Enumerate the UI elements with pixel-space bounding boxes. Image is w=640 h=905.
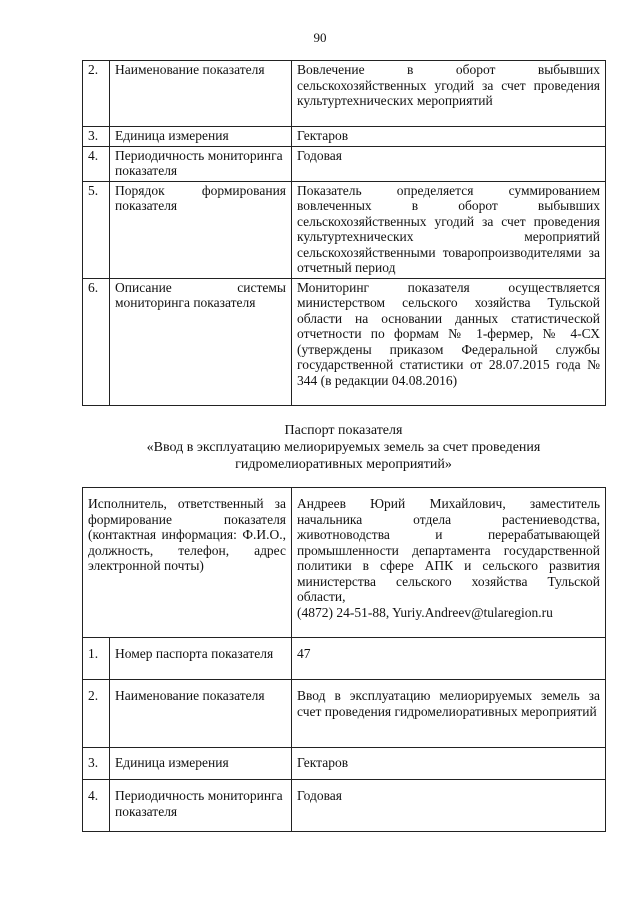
row-value: Показатель определяется суммированием вовлеченных в оборот выбывших сельскохозяйственных угодий за счет проведения культуртехнических мероприятий сельскохозяйственными товаропроизводителями за отчетный период (292, 181, 606, 278)
row-label: Единица измерения (110, 748, 292, 780)
row-value: Годовая (292, 146, 606, 181)
row-value: Мониторинг показателя осуществляется министерством сельского хозяйства Тульской области на основании данных статистической отчетности по формам № 1-фермер, № 4-СХ (утверждены приказом Федеральной службы государственной статистики от 28.07.2015 года № 344 (в редакции 04.08.2016) (292, 278, 606, 405)
row-label: Периодичность мониторинга показателя (110, 146, 292, 181)
executor-row (83, 488, 606, 638)
executor-name-position: Андреев Юрий Михайлович, заместитель начальника отдела растениеводства, животноводства и перерабатывающей промышленности департамента государственной политики в сфере АПК и сельского развития министерства сельского хозяйства Тульской области, (297, 496, 601, 604)
table-row (83, 638, 606, 680)
row-number: 2. (83, 680, 110, 748)
page-number: 90 (313, 30, 327, 45)
passport-title: Паспорт показателя (284, 423, 403, 438)
row-value: 47 (292, 638, 606, 680)
row-number: 4. (83, 146, 110, 181)
row-label: Единица измерения (110, 127, 292, 147)
passport-heading (82, 422, 605, 473)
table-row (83, 278, 606, 405)
row-label: Описание системы мониторинга показателя (110, 278, 292, 405)
row-label: Периодичность мониторинга показателя (110, 780, 292, 832)
row-value: Ввод в эксплуатацию мелиорируемых земель за счет проведения гидромелиоративных мероприятий (292, 680, 606, 748)
table-row (83, 780, 606, 832)
executor-value (292, 488, 606, 638)
table-row (83, 127, 606, 147)
table-row (83, 61, 606, 127)
row-label: Порядок формирования показателя (110, 181, 292, 278)
row-number: 6. (83, 278, 110, 405)
executor-label: Исполнитель, ответственный за формирование показателя (контактная информация: Ф.И.О., должность, телефон, адрес электронной почты) (83, 488, 292, 638)
row-label: Наименование показателя (110, 61, 292, 127)
row-label: Номер паспорта показателя (110, 638, 292, 680)
row-number: 5. (83, 181, 110, 278)
passport-subtitle: «Ввод в эксплуатацию мелиорируемых земель за счет проведения гидромелиоративных мероприятий» (146, 440, 541, 472)
row-number: 3. (83, 748, 110, 780)
row-value: Вовлечение в оборот выбывших сельскохозяйственных угодий за счет проведения культуртехнических мероприятий (292, 61, 606, 127)
row-number: 4. (83, 780, 110, 832)
executor-contact: (4872) 24-51-88, Yuriy.Andreev@tularegion.ru (297, 604, 553, 620)
indicator-table-continued (82, 60, 606, 406)
row-value: Гектаров (292, 127, 606, 147)
table-row (83, 748, 606, 780)
row-value: Гектаров (292, 748, 606, 780)
row-label: Наименование показателя (110, 680, 292, 748)
table-row (83, 680, 606, 748)
passport-table (82, 487, 606, 832)
row-number: 2. (83, 61, 110, 127)
row-value: Годовая (292, 780, 606, 832)
table-row (83, 181, 606, 278)
table-row (83, 146, 606, 181)
row-number: 3. (83, 127, 110, 147)
row-number: 1. (83, 638, 110, 680)
